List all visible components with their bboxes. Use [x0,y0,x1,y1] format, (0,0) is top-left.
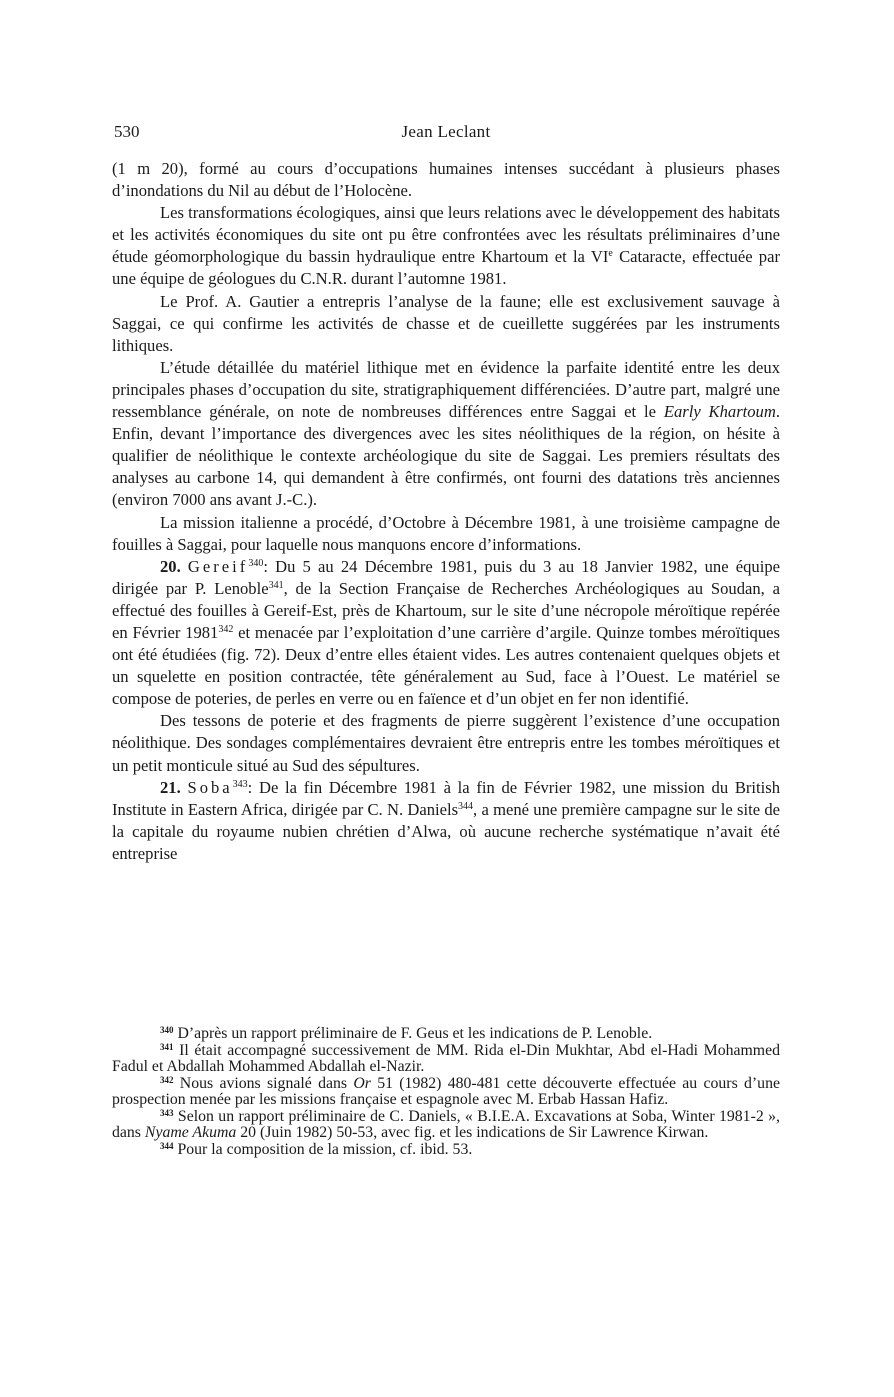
paragraph-text: La mission italienne a procédé, d’Octobre à Décembre 1981, à une troisième campagne de fouilles à Saggai, pour laquelle nous manquons encore d’informations. [112,512,780,554]
running-title: Jean Leclant [401,122,491,141]
footnote-text: Pour la composition de la mission, cf. ibid. 53. [173,1140,473,1158]
paragraph-text: L’étude détaillée du matériel lithique met en évidence la parfaite identité entre les deux principales phases d’occupation du site, stratigraphiquement différenciées. D’autre part, malgré une ressemblance générale, on note de nombreuses différences entre Saggai et le [112,357,780,422]
section-place: Gereif [187,556,249,576]
footnote-text: 20 (Juin 1982) 50-53, avec fig. et les indications de Sir Lawrence Kirwan. [236,1124,709,1141]
footnote-number: 342 [160,1074,174,1085]
footnote-ref[interactable]: 343 [232,778,248,790]
running-header [112,122,780,146]
footnote-ref[interactable]: 341 [268,579,284,591]
footnotes [112,1026,780,1158]
paragraph [112,710,780,776]
section-place: Soba [187,777,233,797]
section-20 [112,556,780,711]
italic-term: Nyame Akuma [144,1124,237,1141]
footnote-ref[interactable]: 340 [248,557,264,569]
footnote-text: 51 (1982) 480-481 cette découverte effectuée au cours d’une prospection menée par les missions française et espagnole avec M. Erbab Hassan Hafiz. [112,1074,780,1108]
paragraph-text: . Enfin, devant l’importance des divergences avec les sites néolithiques de la région, on hésite à qualifier de néolithique le contexte archéologique du site de Saggai. Les premiers résultats des analyses au carbone 14, qui demandent à être confirmés, ont fourni des datations très anciennes (environ 7000 ans avant J.-C.). [112,402,780,510]
footnote-ref[interactable]: 344 [458,800,474,812]
footnote-text: Nous avions signalé dans [173,1074,354,1092]
paragraph-text: , a mené une première campagne sur le site de la capitale du royaume nubien chrétien d’Alwa, où aucune recherche systématique n’avait été entreprise [112,799,780,863]
paragraph-text: et menacée par l’exploitation d’une carrière d’argile. Quinze tombes méroïtiques ont été étudiées (fig. 72). Deux d’entre elles étaient vides. Les autres contenaient quelques objets et un squelette en position contractée, tête généralement au Sud, face à l’Ouest. Le matériel se compose de poteries, de perles en verre ou en faïence et d’un objet en fer non identifié. [112,622,780,709]
footnote [112,1109,780,1142]
footnote [112,1142,780,1159]
paragraph-text: (1 m 20), formé au cours d’occupations humaines intenses succédant à plusieurs phases d’inondations du Nil au début de l’Holocène. [112,159,780,201]
superscript: e [608,248,613,260]
footnote-number: 343 [160,1107,174,1118]
paragraph [112,357,780,512]
footnote-number: 344 [160,1140,174,1151]
paragraph-text: : Du 5 au 24 Décembre 1981, puis du 3 au 18 Janvier 1982, une équipe dirigée par P. Lenoble [112,556,780,598]
paragraph [112,512,780,556]
footnote-text: Il était accompagné successivement de MM. Rida el-Din Mukhtar, Abd el-Hadi Mohammed Fadul et Abdallah Mohammed Abdallah el-Nazir. [112,1041,780,1075]
paragraph [112,158,780,202]
section-21 [112,777,780,865]
paragraph-text: Cataracte, effectuée par une équipe de géologues du C.N.R. durant l’automne 1981. [112,247,780,289]
footnote [112,1043,780,1076]
footnote [112,1076,780,1109]
italic-term: Early Khartoum [663,402,776,422]
paragraph [112,291,780,357]
footnote-number: 340 [160,1025,174,1035]
paragraph-text: Le Prof. A. Gautier a entrepris l’analyse de la faune; elle est exclusivement sauvage à Saggai, ce qui confirme les activités de chasse et de cueillette suggérées par les instruments lithiques. [112,291,780,355]
paragraph-text: Des tessons de poterie et des fragments de pierre suggèrent l’existence d’une occupation néolithique. Des sondages complémentaires devraient être entrepris entre les tombes méroïtiques et un petit monticule situé au Sud des sépultures. [112,711,780,775]
paragraph [112,202,780,290]
footnote-text: D’après un rapport préliminaire de F. Geus et les indications de P. Lenoble. [173,1025,653,1042]
main-text [112,158,780,865]
footnote-ref[interactable]: 342 [218,623,234,635]
paragraph-text: , de la Section Française de Recherches Archéologiques au Soudan, a effectué des fouilles à Gereif-Est, près de Khartoum, sur le site d’une nécropole méroïtique repérée en Février 1981 [112,578,780,642]
section-number: 21. [160,777,181,797]
page-number: 530 [114,122,140,141]
paragraph-text: Les transformations écologiques, ainsi que leurs relations avec le développement des habitats et les activités économiques du site ont pu être confrontées avec les résultats préliminaires d’une étude géomorphologique du bassin hydraulique entre Khartoum et la VI [112,203,780,267]
paragraph-text: : De la fin Décembre 1981 à la fin de Février 1982, une mission du British Institute in Eastern Africa, dirigée par C. N. Daniels [112,777,781,819]
footnote-text: Selon un rapport préliminaire de C. Daniels, « B.I.E.A. Excavations at Soba, Winter 1981-2 », dans [112,1107,780,1141]
section-number: 20. [160,556,181,576]
footnote [112,1026,780,1043]
italic-term: Or [353,1074,371,1092]
footnote-number: 341 [160,1041,174,1052]
